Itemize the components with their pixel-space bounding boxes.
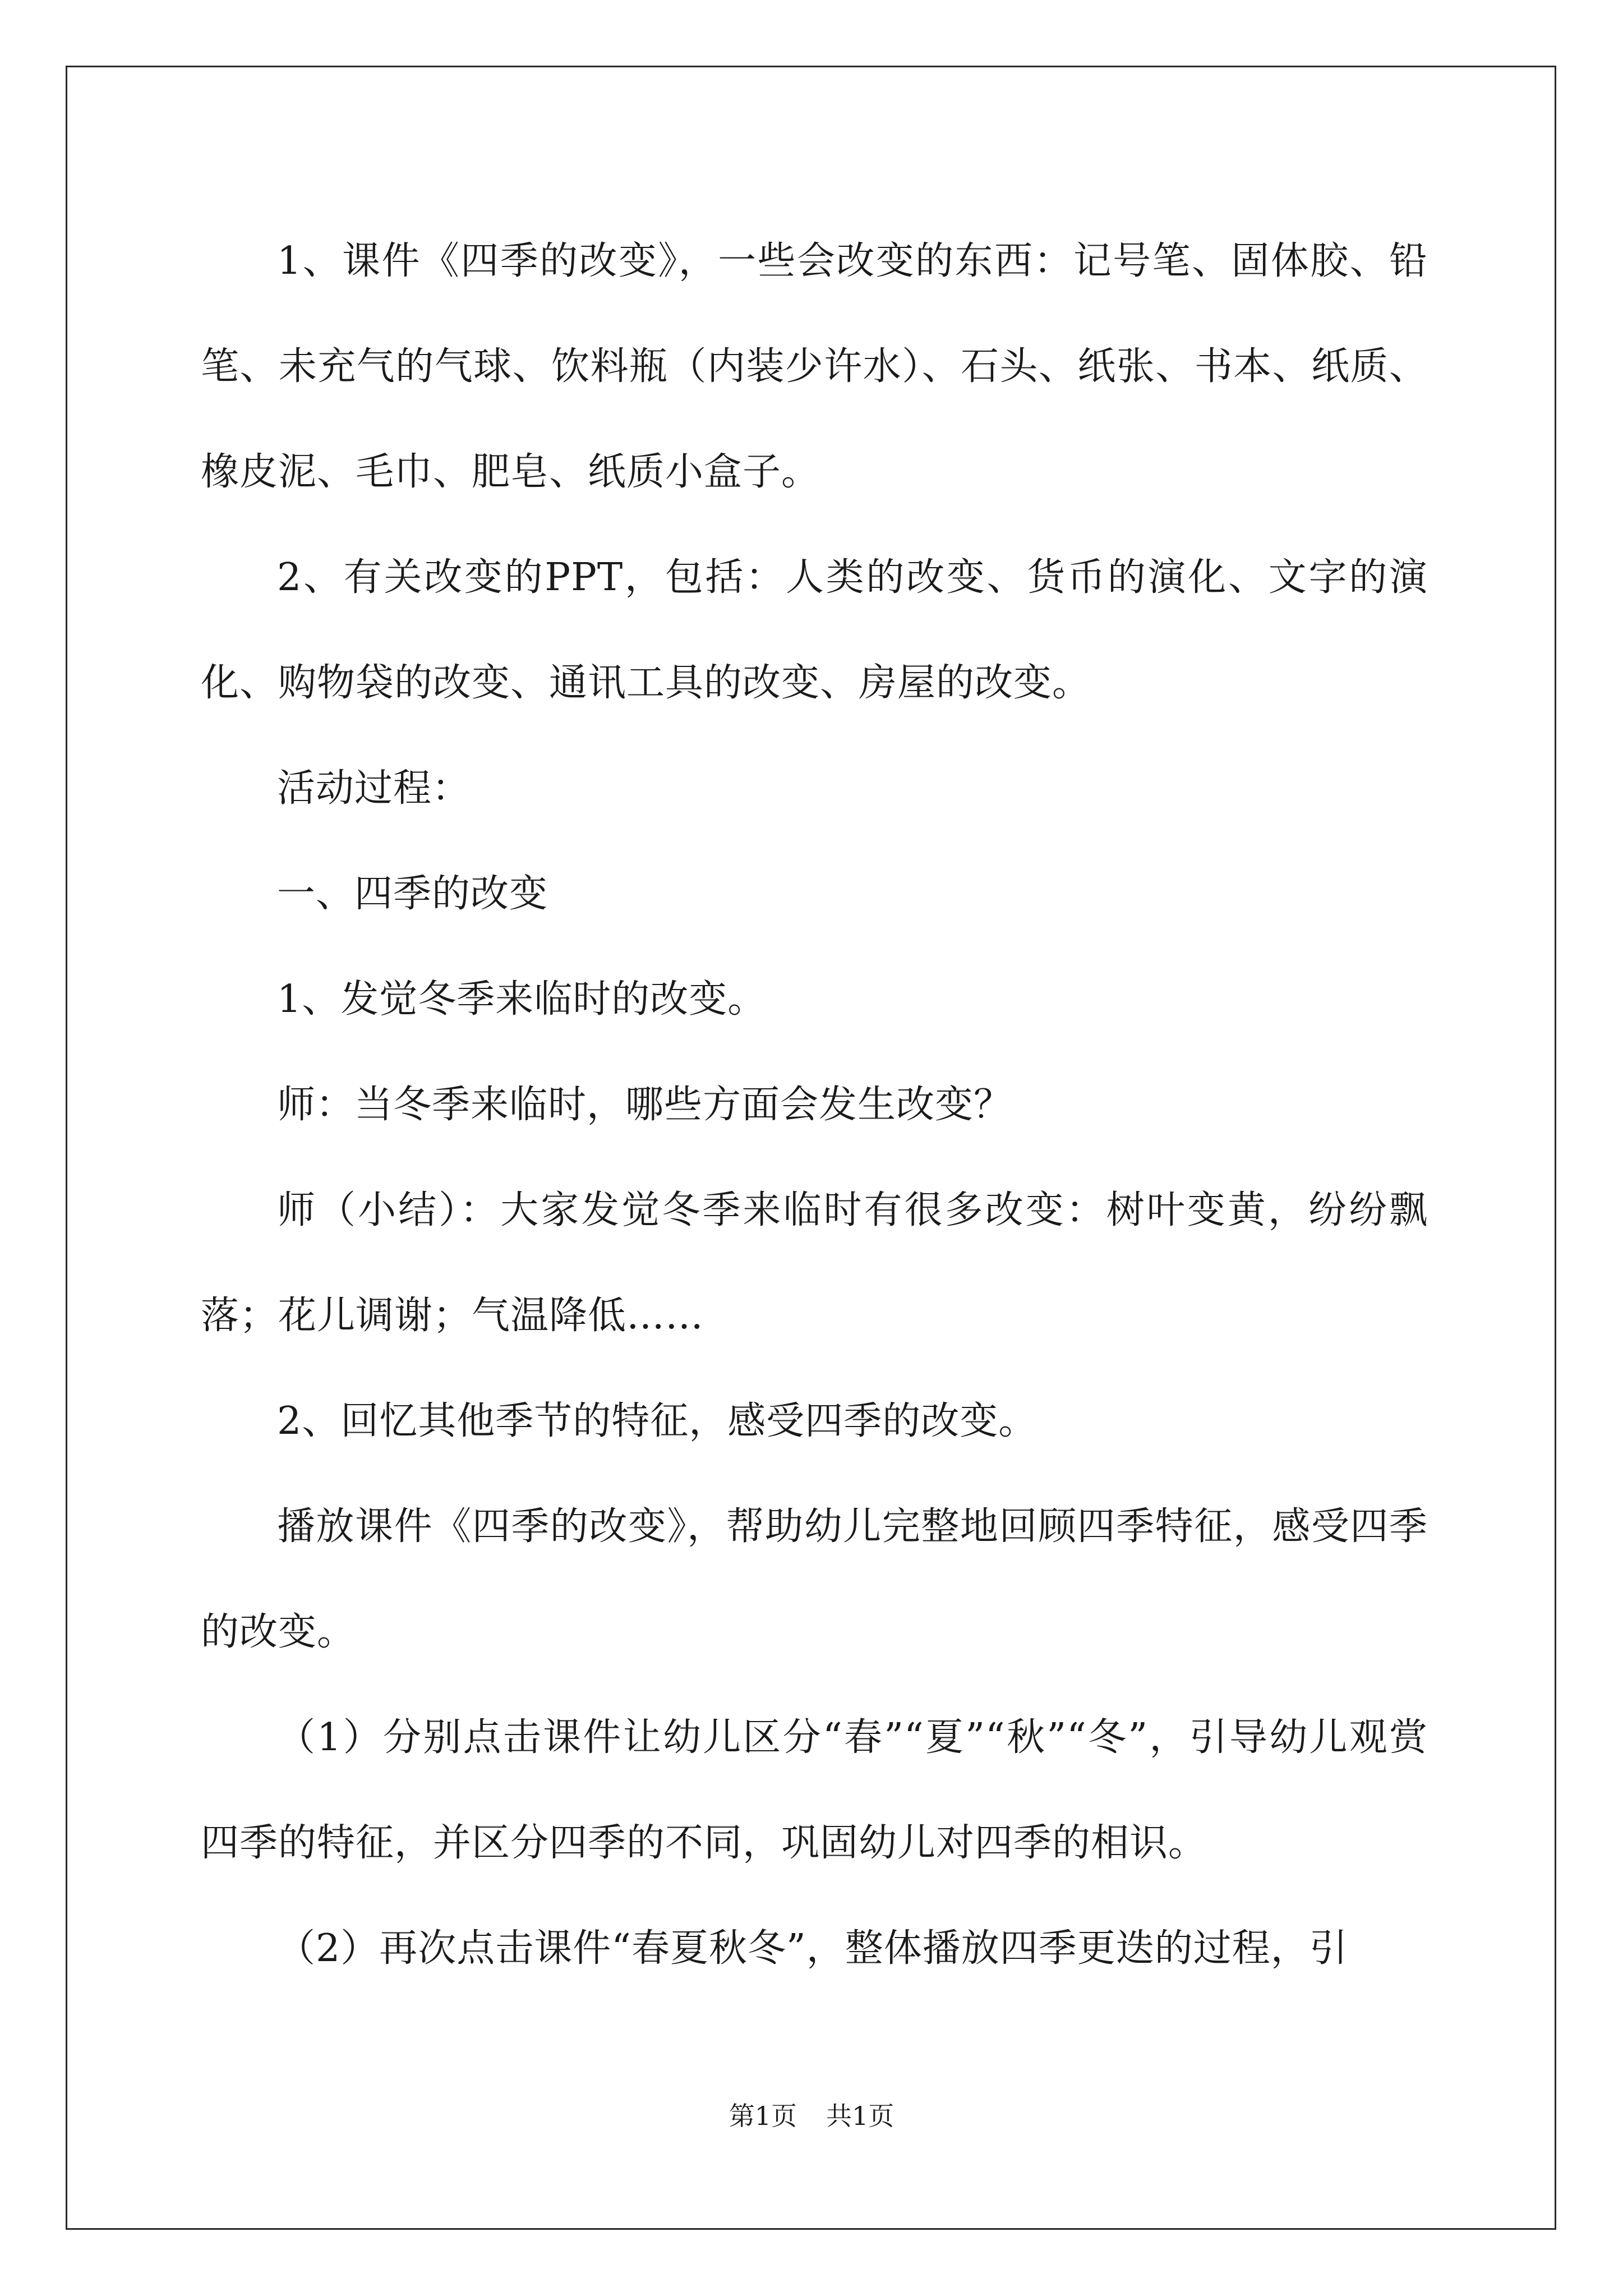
paragraph-section-heading: 一、四季的改变	[277, 872, 548, 916]
paragraph-substep-1: （1）分别点击课件让幼儿区分“春”“夏”“秋”“冬”，引导幼儿观赏四季的特征，并区分四季的不同，巩固幼儿对四季的相识。	[201, 1715, 1428, 1865]
paragraph-play-courseware: 播放课件《四季的改变》，帮助幼儿完整地回顾四季特征，感受四季的改变。	[201, 1504, 1428, 1654]
paragraph-step-1: 1、发觉冬季来临时的改变。	[277, 977, 767, 1022]
page-number-total: 共1页	[826, 2101, 895, 2131]
paragraph-materials-1: 1、课件《四季的改变》，一些会改变的东西：记号笔、固体胶、铅笔、未充气的气球、饮料瓶（内装少许水）、石头、纸张、书本、纸质、橡皮泥、毛巾、肥皂、纸质小盒子。	[201, 239, 1428, 494]
paragraph-step-2: 2、回忆其他季节的特征，感受四季的改变。	[277, 1399, 1038, 1443]
paragraph-teacher-question: 师：当冬季来临时，哪些方面会发生改变？	[277, 1083, 1013, 1127]
paragraph-substep-2: （2）再次点击课件“春夏秋冬”，整体播放四季更迭的过程，引	[277, 1926, 1348, 1971]
page-footer	[0, 2096, 1623, 2133]
paragraph-materials-2: 2、有关改变的PPT，包括：人类的改变、货币的演化、文字的演化、购物袋的改变、通讯工具的改变、房屋的改变。	[201, 555, 1428, 705]
page-number-current: 第1页	[728, 2101, 797, 2131]
document-body	[201, 209, 1428, 2001]
paragraph-teacher-summary: 师（小结）：大家发觉冬季来临时有很多改变：树叶变黄，纷纷飘落；花儿调谢；气温降低……	[201, 1188, 1428, 1338]
paragraph-activity-heading: 活动过程：	[277, 766, 471, 811]
